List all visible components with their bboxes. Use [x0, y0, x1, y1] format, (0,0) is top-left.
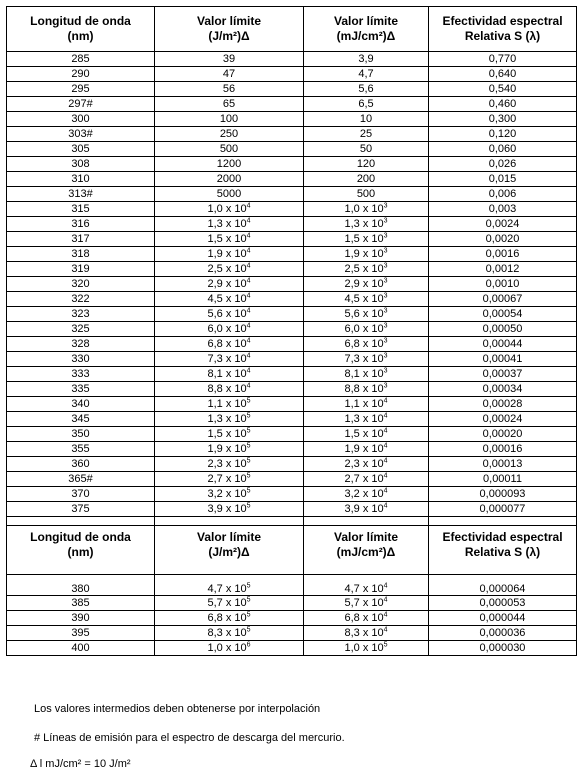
- table-row: [7, 626, 577, 641]
- exponent: 6: [246, 641, 251, 649]
- limit-mj-cell: 200: [304, 172, 429, 187]
- exponent: 4: [246, 277, 251, 285]
- wavelength-cell: 395: [7, 626, 155, 641]
- limit-mj-cell: 1,3 x $10^3$: [304, 217, 429, 232]
- limit-mj-cell: 50: [304, 142, 429, 157]
- limit-j-cell: 4,7 x $10^5$: [155, 575, 304, 596]
- table-row: [7, 247, 577, 262]
- exponent: 4: [246, 292, 251, 300]
- limit-mj-cell: 2,5 x $10^3$: [304, 262, 429, 277]
- effectiveness-cell: 0,015: [429, 172, 577, 187]
- exponent: 4: [383, 412, 388, 420]
- limit-mj-cell: 6,8 x $10^4$: [304, 611, 429, 626]
- exponent: 4: [246, 307, 251, 315]
- exponent: 3: [383, 292, 388, 300]
- limit-mj-cell: 10: [304, 112, 429, 127]
- wavelength-cell: 390: [7, 611, 155, 626]
- limit-mj-cell: 1,0 x $10^5$: [304, 641, 429, 656]
- wavelength-cell: 316: [7, 217, 155, 232]
- limit-j-cell: 1,3 x $10^4$: [155, 217, 304, 232]
- effectiveness-cell: 0,00037: [429, 367, 577, 382]
- effectiveness-cell: 0,000093: [429, 487, 577, 502]
- table-row: [7, 157, 577, 172]
- exponent: 5: [246, 582, 251, 590]
- limit-mj-cell: 3,2 x $10^4$: [304, 487, 429, 502]
- limit-mj-cell: 25: [304, 127, 429, 142]
- wavelength-cell: 355: [7, 442, 155, 457]
- exponent: 4: [383, 596, 388, 604]
- effectiveness-cell: 0,0024: [429, 217, 577, 232]
- exponent: 4: [383, 626, 388, 634]
- table-row: [7, 472, 577, 487]
- table-row: [7, 292, 577, 307]
- limit-j-cell: 1,3 x $10^5$: [155, 412, 304, 427]
- limit-j-cell: 8,8 x $10^4$: [155, 382, 304, 397]
- limit-mj-cell: 120: [304, 157, 429, 172]
- note-interpolation: Los valores intermedios deben obtenerse por interpolación: [34, 703, 321, 715]
- header-wavelength: Longitud de onda (nm): [7, 7, 155, 52]
- wavelength-cell: 375: [7, 502, 155, 517]
- wavelength-cell: 385: [7, 596, 155, 611]
- table-row: [7, 52, 577, 67]
- wavelength-cell: 313#: [7, 187, 155, 202]
- exponent: 4: [383, 582, 388, 590]
- effectiveness-cell: 0,640: [429, 67, 577, 82]
- table-row: [7, 202, 577, 217]
- table-row: [7, 427, 577, 442]
- exponent: 4: [246, 352, 251, 360]
- effectiveness-cell: 0,00041: [429, 352, 577, 367]
- limit-mj-cell: 6,5: [304, 97, 429, 112]
- header-effectiveness: Efectividad espectral Relativa S (λ): [429, 526, 577, 575]
- limit-mj-cell: 4,7: [304, 67, 429, 82]
- limit-j-cell: 100: [155, 112, 304, 127]
- limit-j-cell: 1,9 x $10^4$: [155, 247, 304, 262]
- table-row: [7, 487, 577, 502]
- table-row: [7, 367, 577, 382]
- limit-mj-cell: 3,9: [304, 52, 429, 67]
- table-row: [7, 142, 577, 157]
- table-row: [7, 412, 577, 427]
- table-row: [7, 187, 577, 202]
- table-row: [7, 502, 577, 517]
- limit-j-cell: 6,8 x $10^5$: [155, 611, 304, 626]
- limit-mj-cell: 5,6: [304, 82, 429, 97]
- limit-mj-cell: 1,1 x $10^4$: [304, 397, 429, 412]
- exponent: 5: [246, 412, 251, 420]
- exponent: 4: [383, 472, 388, 480]
- wavelength-cell: 300: [7, 112, 155, 127]
- exponent: 3: [383, 232, 388, 240]
- limit-mj-cell: 2,9 x $10^3$: [304, 277, 429, 292]
- table-row: [7, 172, 577, 187]
- exponent: 5: [246, 611, 251, 619]
- effectiveness-cell: 0,540: [429, 82, 577, 97]
- effectiveness-cell: 0,00011: [429, 472, 577, 487]
- effectiveness-cell: 0,00050: [429, 322, 577, 337]
- exponent: 5: [246, 626, 251, 634]
- limit-j-cell: 1,0 x $10^4$: [155, 202, 304, 217]
- exponent: 4: [246, 322, 251, 330]
- limit-j-cell: 47: [155, 67, 304, 82]
- limit-j-cell: 250: [155, 127, 304, 142]
- table-row: [7, 382, 577, 397]
- exponent: 4: [383, 611, 388, 619]
- wavelength-cell: 330: [7, 352, 155, 367]
- effectiveness-cell: 0,003: [429, 202, 577, 217]
- effectiveness-cell: 0,00028: [429, 397, 577, 412]
- exponent: 4: [246, 262, 251, 270]
- exponent: 5: [246, 427, 251, 435]
- limit-j-cell: 5,6 x $10^4$: [155, 307, 304, 322]
- effectiveness-cell: 0,000053: [429, 596, 577, 611]
- limit-mj-cell: 8,3 x $10^4$: [304, 626, 429, 641]
- effectiveness-cell: 0,00067: [429, 292, 577, 307]
- exponent: 4: [246, 367, 251, 375]
- limit-mj-cell: 5,6 x $10^3$: [304, 307, 429, 322]
- exponent: 4: [246, 202, 251, 210]
- limit-j-cell: 6,0 x $10^4$: [155, 322, 304, 337]
- wavelength-cell: 290: [7, 67, 155, 82]
- limit-j-cell: 1,5 x $10^5$: [155, 427, 304, 442]
- exponent: 3: [383, 277, 388, 285]
- wavelength-cell: 319: [7, 262, 155, 277]
- effectiveness-cell: 0,000064: [429, 575, 577, 596]
- header-limit-j: Valor límite (J/m²)Δ: [155, 7, 304, 52]
- table-row: [7, 641, 577, 656]
- header-effectiveness: Efectividad espectral Relativa S (λ): [429, 7, 577, 52]
- table-row: [7, 457, 577, 472]
- exponent: 4: [246, 382, 251, 390]
- table-row: [7, 322, 577, 337]
- limit-j-cell: 4,5 x $10^4$: [155, 292, 304, 307]
- wavelength-cell: 318: [7, 247, 155, 262]
- header-limit-mj: Valor límite (mJ/cm²)Δ: [304, 526, 429, 575]
- limit-mj-cell: 4,5 x $10^3$: [304, 292, 429, 307]
- limit-j-cell: 1,1 x $10^5$: [155, 397, 304, 412]
- limit-j-cell: 2,7 x $10^5$: [155, 472, 304, 487]
- effectiveness-cell: 0,0010: [429, 277, 577, 292]
- exponent: 4: [383, 457, 388, 465]
- limit-mj-cell: 3,9 x $10^4$: [304, 502, 429, 517]
- effectiveness-cell: 0,0016: [429, 247, 577, 262]
- wavelength-cell: 315: [7, 202, 155, 217]
- header-limit-mj: Valor límite (mJ/cm²)Δ: [304, 7, 429, 52]
- header-row-repeat: [7, 526, 577, 575]
- table-row: [7, 217, 577, 232]
- table-body-bottom: [7, 526, 577, 656]
- exponent: 5: [246, 442, 251, 450]
- limit-mj-cell: 1,9 x $10^4$: [304, 442, 429, 457]
- table-row: [7, 575, 577, 596]
- exponent: 5: [246, 457, 251, 465]
- wavelength-cell: 333: [7, 367, 155, 382]
- note-unit-conversion: Δ l mJ/cm² = 10 J/m²: [30, 758, 131, 770]
- limit-mj-cell: 1,9 x $10^3$: [304, 247, 429, 262]
- effectiveness-cell: 0,120: [429, 127, 577, 142]
- wavelength-cell: 320: [7, 277, 155, 292]
- effectiveness-cell: 0,300: [429, 112, 577, 127]
- effectiveness-cell: 0,00016: [429, 442, 577, 457]
- effectiveness-cell: 0,060: [429, 142, 577, 157]
- wavelength-cell: 325: [7, 322, 155, 337]
- limit-j-cell: 39: [155, 52, 304, 67]
- limit-j-cell: 56: [155, 82, 304, 97]
- table-row: [7, 82, 577, 97]
- exponent: 5: [246, 487, 251, 495]
- limit-mj-cell: 1,3 x $10^4$: [304, 412, 429, 427]
- limit-j-cell: 65: [155, 97, 304, 112]
- exponent: 4: [383, 487, 388, 495]
- limit-mj-cell: 500: [304, 187, 429, 202]
- limit-mj-cell: 5,7 x $10^4$: [304, 596, 429, 611]
- wavelength-cell: 400: [7, 641, 155, 656]
- effectiveness-cell: 0,006: [429, 187, 577, 202]
- limit-j-cell: 500: [155, 142, 304, 157]
- effectiveness-cell: 0,0020: [429, 232, 577, 247]
- exponent: 4: [246, 337, 251, 345]
- wavelength-cell: 350: [7, 427, 155, 442]
- wavelength-cell: 345: [7, 412, 155, 427]
- exponent: 4: [246, 247, 251, 255]
- note-mercury-lines: # Líneas de emisión para el espectro de descarga del mercurio.: [34, 732, 345, 744]
- effectiveness-cell: 0,026: [429, 157, 577, 172]
- exponent: 4: [246, 217, 251, 225]
- wavelength-cell: 297#: [7, 97, 155, 112]
- exponent: 3: [383, 262, 388, 270]
- wavelength-cell: 323: [7, 307, 155, 322]
- limit-mj-cell: 7,3 x $10^3$: [304, 352, 429, 367]
- exponent: 3: [383, 307, 388, 315]
- exponent: 3: [383, 217, 388, 225]
- exponent: 3: [383, 247, 388, 255]
- limit-mj-cell: 6,0 x $10^3$: [304, 322, 429, 337]
- limit-j-cell: 2,9 x $10^4$: [155, 277, 304, 292]
- exponent: 5: [383, 641, 388, 649]
- uv-limit-table: [6, 6, 577, 656]
- exponent: 3: [383, 367, 388, 375]
- exponent: 3: [383, 202, 388, 210]
- limit-j-cell: 2,5 x $10^4$: [155, 262, 304, 277]
- limit-j-cell: 6,8 x $10^4$: [155, 337, 304, 352]
- table-row: [7, 127, 577, 142]
- wavelength-cell: 295: [7, 82, 155, 97]
- effectiveness-cell: 0,00013: [429, 457, 577, 472]
- limit-mj-cell: 8,8 x $10^3$: [304, 382, 429, 397]
- table-row: [7, 337, 577, 352]
- limit-mj-cell: 2,7 x $10^4$: [304, 472, 429, 487]
- wavelength-cell: 360: [7, 457, 155, 472]
- limit-mj-cell: 1,5 x $10^3$: [304, 232, 429, 247]
- effectiveness-cell: 0,00024: [429, 412, 577, 427]
- exponent: 5: [246, 502, 251, 510]
- wavelength-cell: 305: [7, 142, 155, 157]
- header-limit-j: Valor límite (J/m²)Δ: [155, 526, 304, 575]
- effectiveness-cell: 0,00034: [429, 382, 577, 397]
- exponent: 3: [383, 382, 388, 390]
- effectiveness-cell: 0,460: [429, 97, 577, 112]
- limit-mj-cell: 2,3 x $10^4$: [304, 457, 429, 472]
- exponent: 4: [383, 502, 388, 510]
- effectiveness-cell: 0,000036: [429, 626, 577, 641]
- table-row: [7, 232, 577, 247]
- limit-mj-cell: 6,8 x $10^3$: [304, 337, 429, 352]
- table-row: [7, 277, 577, 292]
- spacer-row: [7, 517, 577, 526]
- table-row: [7, 307, 577, 322]
- wavelength-cell: 303#: [7, 127, 155, 142]
- wavelength-cell: 310: [7, 172, 155, 187]
- table-row: [7, 112, 577, 127]
- exponent: 3: [383, 352, 388, 360]
- wavelength-cell: 317: [7, 232, 155, 247]
- limit-j-cell: 5000: [155, 187, 304, 202]
- limit-j-cell: 1,9 x $10^5$: [155, 442, 304, 457]
- limit-j-cell: 1,5 x $10^4$: [155, 232, 304, 247]
- table-row: [7, 352, 577, 367]
- effectiveness-cell: 0,000030: [429, 641, 577, 656]
- wavelength-cell: 365#: [7, 472, 155, 487]
- limit-j-cell: 1,0 x $10^6$: [155, 641, 304, 656]
- effectiveness-cell: 0,00054: [429, 307, 577, 322]
- exponent: 5: [246, 397, 251, 405]
- limit-j-cell: 8,1 x $10^4$: [155, 367, 304, 382]
- table-row: [7, 97, 577, 112]
- limit-mj-cell: 4,7 x $10^4$: [304, 575, 429, 596]
- exponent: 5: [246, 472, 251, 480]
- header-wavelength: Longitud de onda (nm): [7, 526, 155, 575]
- table-body-top: [7, 7, 577, 526]
- wavelength-cell: 285: [7, 52, 155, 67]
- wavelength-cell: 335: [7, 382, 155, 397]
- limit-j-cell: 2000: [155, 172, 304, 187]
- effectiveness-cell: 0,770: [429, 52, 577, 67]
- limit-j-cell: 2,3 x $10^5$: [155, 457, 304, 472]
- effectiveness-cell: 0,00020: [429, 427, 577, 442]
- wavelength-cell: 328: [7, 337, 155, 352]
- wavelength-cell: 340: [7, 397, 155, 412]
- exponent: 3: [383, 337, 388, 345]
- effectiveness-cell: 0,000044: [429, 611, 577, 626]
- limit-j-cell: 8,3 x $10^5$: [155, 626, 304, 641]
- exponent: 4: [383, 427, 388, 435]
- limit-j-cell: 3,9 x $10^5$: [155, 502, 304, 517]
- table-row: [7, 397, 577, 412]
- limit-j-cell: 7,3 x $10^4$: [155, 352, 304, 367]
- effectiveness-cell: 0,0012: [429, 262, 577, 277]
- effectiveness-cell: 0,000077: [429, 502, 577, 517]
- limit-mj-cell: 1,5 x $10^4$: [304, 427, 429, 442]
- exponent: 5: [246, 596, 251, 604]
- table-row: [7, 596, 577, 611]
- table-row: [7, 611, 577, 626]
- effectiveness-cell: 0,00044: [429, 337, 577, 352]
- table-row: [7, 67, 577, 82]
- wavelength-cell: 370: [7, 487, 155, 502]
- header-row: [7, 7, 577, 52]
- exponent: 3: [383, 322, 388, 330]
- limit-j-cell: 5,7 x $10^5$: [155, 596, 304, 611]
- exponent: 4: [383, 442, 388, 450]
- exponent: 4: [383, 397, 388, 405]
- limit-mj-cell: 1,0 x $10^3$: [304, 202, 429, 217]
- table-row: [7, 262, 577, 277]
- wavelength-cell: 308: [7, 157, 155, 172]
- exponent: 4: [246, 232, 251, 240]
- limit-mj-cell: 8,1 x $10^3$: [304, 367, 429, 382]
- table-row: [7, 442, 577, 457]
- limit-j-cell: 1200: [155, 157, 304, 172]
- wavelength-cell: 322: [7, 292, 155, 307]
- limit-j-cell: 3,2 x $10^5$: [155, 487, 304, 502]
- wavelength-cell: 380: [7, 575, 155, 596]
